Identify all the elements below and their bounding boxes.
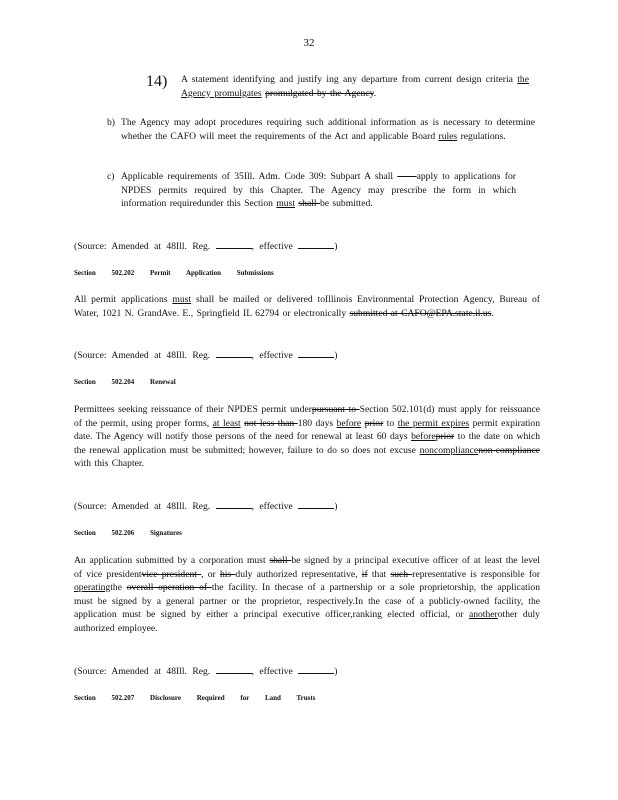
- deleted-text: if: [361, 568, 368, 580]
- text-run: to: [383, 417, 398, 429]
- deleted-text: prior: [435, 431, 455, 443]
- source-close: ): [334, 666, 338, 677]
- source-note: [74, 239, 337, 253]
- deleted-text: submitted at CAFO@EPA.state.il.us: [349, 307, 492, 319]
- text-run: An application submitted by a corporation must: [74, 555, 270, 566]
- page-number: 32: [303, 37, 315, 49]
- source-close: ): [334, 241, 338, 252]
- item-14-text: [181, 73, 529, 100]
- source-note: [74, 348, 337, 362]
- inserted-text: rules: [438, 130, 458, 142]
- inserted-text: another: [468, 609, 498, 621]
- deleted-text: pursuant to: [311, 404, 360, 415]
- inserted-text: at least: [212, 417, 241, 429]
- text-run: The Agency may adopt procedures requiring such additional information as is necessary to determine whether the CAFO will meet the requirements of the Act and applicable Board: [121, 117, 535, 142]
- text-run: , or: [201, 568, 220, 580]
- text-run: .: [373, 87, 377, 99]
- source-open: (Source:: [74, 350, 107, 361]
- text-run: Applicable requirements of 35Ill. Adm. Code 309: Subpart A shall: [121, 171, 398, 182]
- deleted-text: overall operation of: [126, 582, 212, 594]
- source-note: [74, 499, 337, 513]
- source-register: at 48Ill. Reg.: [154, 241, 211, 252]
- deleted-text: not less than: [244, 417, 298, 429]
- deleted-text: promulgated by the Agency: [265, 87, 374, 99]
- text-run: with this Chapter.: [74, 458, 144, 470]
- text-run: permit expiration date. The Agency will notify those persons of the need for renewal at least 60 days: [74, 417, 540, 443]
- section-502-206-body: [74, 554, 540, 636]
- blank-line: [216, 499, 252, 509]
- blank-line: [298, 499, 334, 509]
- text-run: .: [491, 307, 494, 319]
- deleted-text: such: [390, 568, 413, 580]
- item-c-text: [121, 170, 516, 211]
- source-comma: ,: [251, 666, 255, 677]
- source-comma: ,: [251, 501, 255, 512]
- deleted-text: shall: [298, 198, 320, 210]
- source-register: at 48Ill. Reg.: [154, 666, 211, 677]
- text-run: be signed by a principal executive officer of at least the level of vice president: [74, 555, 540, 580]
- text-run: regulations.: [457, 130, 506, 142]
- item-b: [107, 116, 535, 160]
- section-heading: Section 502.206 Signatures: [74, 529, 182, 537]
- source-comma: ,: [251, 241, 255, 252]
- text-run: shall be mailed or delivered toIllinois Environmental Protection Agency, Bureau of Water, 1021 N. GrandAve. E., Springfield IL 62794 or electronically: [74, 294, 541, 319]
- source-effective: effective: [259, 501, 293, 512]
- text-run: be submitted.: [319, 198, 373, 210]
- source-open: (Source:: [74, 501, 107, 512]
- deleted-text: his: [219, 568, 236, 580]
- source-open: (Source:: [74, 241, 107, 252]
- item-c: [107, 170, 531, 228]
- item-14-number: 14): [146, 73, 168, 90]
- text-run: 180 days: [297, 417, 337, 429]
- section-502-202-body: [74, 293, 540, 320]
- blank-line: [216, 348, 252, 358]
- blank-line: [216, 239, 252, 249]
- text-run: the facility. In thecase of a partnership or a sole proprietorship, the application must be signed by a general partner or the proprietor, respectively.In the case of a publicly-owned facility, the application must be signed by either a principal executive officer,ranking elected official, or: [74, 582, 540, 621]
- section-heading: Section 502.204 Renewal: [74, 378, 176, 386]
- text-run: apply to applications for NPDES permits required by this Chapter. The Agency may prescribe the form in which information requiredunder this Section: [121, 171, 516, 210]
- source-open: (Source:: [74, 666, 107, 677]
- section-502-204-body: [74, 403, 540, 471]
- text-run: A statement identifying and justify ing any departure from current design criteria: [181, 74, 518, 85]
- source-note: [74, 664, 337, 678]
- source-comma: ,: [251, 350, 255, 361]
- inserted-text: operating: [74, 582, 111, 594]
- text-run: to the date on which the renewal application must be submitted; however, failure to do so does not excuse: [74, 431, 540, 456]
- blank-line: [298, 664, 334, 674]
- item-14: [146, 73, 536, 101]
- inserted-text: noncompliance: [419, 444, 479, 456]
- source-amended: Amended: [111, 350, 149, 361]
- blank-line: [216, 664, 252, 674]
- source-effective: effective: [259, 241, 293, 252]
- item-b-text: [121, 116, 535, 143]
- item-b-label: b): [107, 117, 115, 128]
- item-c-label: c): [107, 171, 115, 182]
- inserted-text: before: [336, 417, 362, 429]
- blank-line: [298, 348, 334, 358]
- text-run: Section 502.101(d) must apply for reissuance of the permit, using proper forms,: [74, 404, 540, 429]
- inserted-text: must: [276, 198, 296, 210]
- inserted-text: the Agency promulgates: [181, 74, 529, 99]
- source-effective: effective: [259, 666, 293, 677]
- blank-line: [298, 239, 334, 249]
- source-register: at 48Ill. Reg.: [154, 501, 211, 512]
- source-amended: Amended: [111, 501, 149, 512]
- deleted-text: shall: [269, 555, 292, 566]
- text-run: All permit applications: [74, 294, 173, 305]
- inserted-text: must: [172, 294, 192, 305]
- source-close: ): [334, 501, 338, 512]
- deleted-text: ——: [397, 171, 417, 182]
- section-heading: Section 502.202 Permit Application Submissions: [74, 269, 274, 277]
- source-close: ): [334, 350, 338, 361]
- inserted-text: before: [411, 431, 436, 443]
- text-run: duly authorized representative,: [235, 568, 362, 580]
- text-run: Permittees seeking reissuance of their NPDES permit under: [74, 404, 312, 415]
- section-heading: Section 502.207 Disclosure Required for Land Trusts: [74, 694, 316, 702]
- text-run: that: [367, 568, 391, 580]
- deleted-text: vice president: [141, 568, 202, 580]
- deleted-text: non-compliance: [478, 444, 540, 456]
- source-register: at 48Ill. Reg.: [154, 350, 211, 361]
- source-amended: Amended: [111, 241, 149, 252]
- text-run: the: [110, 582, 127, 594]
- source-effective: effective: [259, 350, 293, 361]
- inserted-text: the permit expires: [397, 417, 470, 429]
- deleted-text: prior: [364, 417, 384, 429]
- text-run: other duly authorized employee.: [74, 609, 540, 634]
- source-amended: Amended: [111, 666, 149, 677]
- text-run: representative is responsible for: [412, 568, 541, 580]
